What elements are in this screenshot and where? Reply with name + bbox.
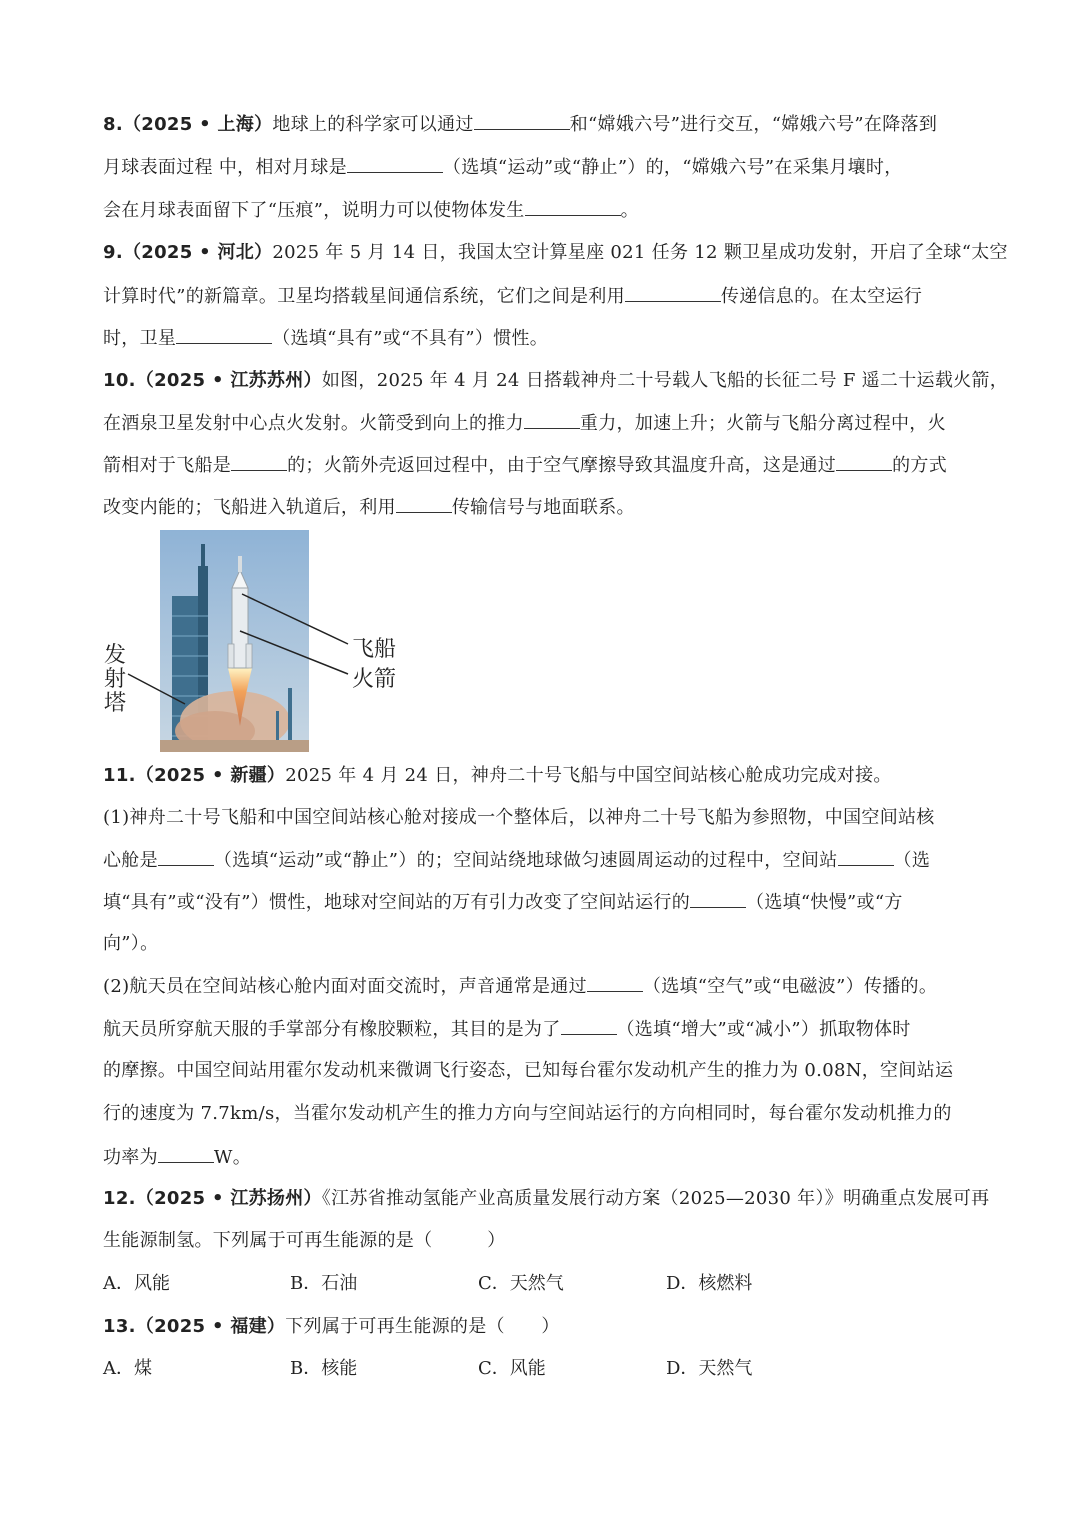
q11-line-7: 航天员所穿航天服的手掌部分有橡胶颗粒，其目的是为了 （选填“增大”或“减小”）抓取物体时 bbox=[103, 1016, 911, 1043]
answer-blank[interactable] bbox=[176, 325, 272, 344]
q10-line-4: 改变内能的；飞船进入轨道后，利用 传输信号与地面联系。 bbox=[103, 494, 635, 521]
q11-line-9: 行的速度为 7.7km/s，当霍尔发动机产生的推力方向与空间站运行的方向相同时，每台霍尔发动机推力的 bbox=[103, 1103, 952, 1124]
q8-tag: 8.（2025 • 上海） bbox=[103, 114, 273, 135]
label-spaceship: 飞船 bbox=[352, 637, 397, 662]
answer-blank[interactable] bbox=[396, 494, 452, 513]
answer-blank[interactable] bbox=[625, 283, 721, 302]
q11-line-10: 功率为 W。 bbox=[103, 1144, 251, 1171]
q10-line-3: 箭相对于飞船是 的；火箭外壳返回过程中，由于空气摩擦导致其温度升高，这是通过 的方式 bbox=[103, 452, 947, 479]
q11-line-5: 向”）。 bbox=[103, 933, 159, 954]
answer-blank[interactable] bbox=[474, 111, 570, 130]
q11-line-6: (2)航天员在空间站核心舱内面对面交流时，声音通常是通过 （选填“空气”或“电磁波”）传播的。 bbox=[103, 973, 937, 1000]
answer-blank[interactable] bbox=[836, 452, 892, 471]
q13-line-1: 13.（2025 • 福建）下列属于可再生能源的是（ ） bbox=[103, 1316, 560, 1337]
q11-line-4: 填“具有”或“没有”）惯性，地球对空间站的万有引力改变了空间站运行的 （选填“快慢”或“方 bbox=[103, 889, 903, 916]
label-tower-3: 塔 bbox=[104, 691, 127, 716]
q9-tag: 9.（2025 • 河北） bbox=[103, 242, 273, 263]
answer-blank[interactable] bbox=[231, 452, 287, 471]
q11-tag: 11.（2025 • 新疆） bbox=[103, 765, 286, 786]
label-rocket: 火箭 bbox=[352, 667, 397, 692]
q12-option-a[interactable]: A．风能 bbox=[103, 1273, 170, 1294]
label-tower-2: 射 bbox=[104, 667, 127, 692]
q11-line-2: (1)神舟二十号飞船和中国空间站核心舱对接成一个整体后，以神舟二十号飞船为参照物，中国空间站核 bbox=[103, 807, 935, 828]
q12-line-2: 生能源制氢。下列属于可再生能源的是（ ） bbox=[103, 1230, 506, 1251]
q8-line-2: 月球表面过程 中，相对月球是 （选填“运动”或“静止”）的，“嫦娥六号”在采集月壤时， bbox=[103, 154, 903, 181]
q13-option-c[interactable]: C．风能 bbox=[478, 1358, 546, 1379]
q10-line-2: 在酒泉卫星发射中心点火发射。火箭受到向上的推力 重力，加速上升；火箭与飞船分离过程中，火 bbox=[103, 410, 946, 437]
q12-option-d[interactable]: D．核燃料 bbox=[666, 1273, 753, 1294]
q13-tag: 13.（2025 • 福建） bbox=[103, 1316, 286, 1337]
q11-line-1: 11.（2025 • 新疆）2025 年 4 月 24 日，神舟二十号飞船与中国空间站核心舱成功完成对接。 bbox=[103, 765, 892, 786]
q11-line-3: 心舱是 （选填“运动”或“静止”）的；空间站绕地球做匀速圆周运动的过程中，空间站 （选 bbox=[103, 847, 930, 874]
answer-blank[interactable] bbox=[561, 1016, 617, 1035]
q12-line-1: 12.（2025 • 江苏扬州）《江苏省推动氢能产业高质量发展行动方案（2025—2030 年）》明确重点发展可再 bbox=[103, 1188, 990, 1209]
answer-blank[interactable] bbox=[838, 847, 894, 866]
q13-option-b[interactable]: B．核能 bbox=[290, 1358, 358, 1379]
q13-option-d[interactable]: D．天然气 bbox=[666, 1358, 753, 1379]
q9-line-3: 时，卫星 （选填“具有”或“不具有”）惯性。 bbox=[103, 325, 548, 352]
q8-line-1: 8.（2025 • 上海）地球上的科学家可以通过 和“嫦娥六号”进行交互，“嫦娥六号”在降落到 bbox=[103, 111, 937, 138]
answer-blank[interactable] bbox=[158, 847, 214, 866]
q12-option-b[interactable]: B．石油 bbox=[290, 1273, 358, 1294]
q8-line-3: 会在月球表面留下了“压痕”，说明力可以使物体发生 。 bbox=[103, 197, 639, 224]
q9-line-1: 9.（2025 • 河北）2025 年 5 月 14 日，我国太空计算星座 021 任务 12 颗卫星成功发射，开启了全球“太空 bbox=[103, 242, 1008, 263]
answer-blank[interactable] bbox=[347, 154, 443, 173]
label-tower-1: 发 bbox=[104, 643, 127, 668]
answer-blank[interactable] bbox=[158, 1144, 214, 1163]
q12-option-c[interactable]: C．天然气 bbox=[478, 1273, 564, 1294]
answer-blank[interactable] bbox=[690, 889, 746, 908]
answer-blank[interactable] bbox=[587, 973, 643, 992]
q10-tag: 10.（2025 • 江苏苏州） bbox=[103, 370, 322, 391]
answer-blank[interactable] bbox=[524, 410, 580, 429]
q9-line-2: 计算时代”的新篇章。卫星均搭载星间通信系统，它们之间是利用 传递信息的。在太空运行 bbox=[103, 283, 922, 310]
q11-line-8: 的摩擦。中国空间站用霍尔发动机来微调飞行姿态，已知每台霍尔发动机产生的推力为 0.08N，空间站运 bbox=[103, 1060, 954, 1081]
rocket-launch-figure bbox=[100, 526, 420, 756]
q10-line-1: 10.（2025 • 江苏苏州）如图，2025 年 4 月 24 日搭载神舟二十号载人飞船的长征二号 F 遥二十运载火箭， bbox=[103, 370, 1009, 391]
q12-tag: 12.（2025 • 江苏扬州） bbox=[103, 1188, 322, 1209]
q13-option-a[interactable]: A．煤 bbox=[103, 1358, 152, 1379]
answer-blank[interactable] bbox=[525, 197, 621, 216]
